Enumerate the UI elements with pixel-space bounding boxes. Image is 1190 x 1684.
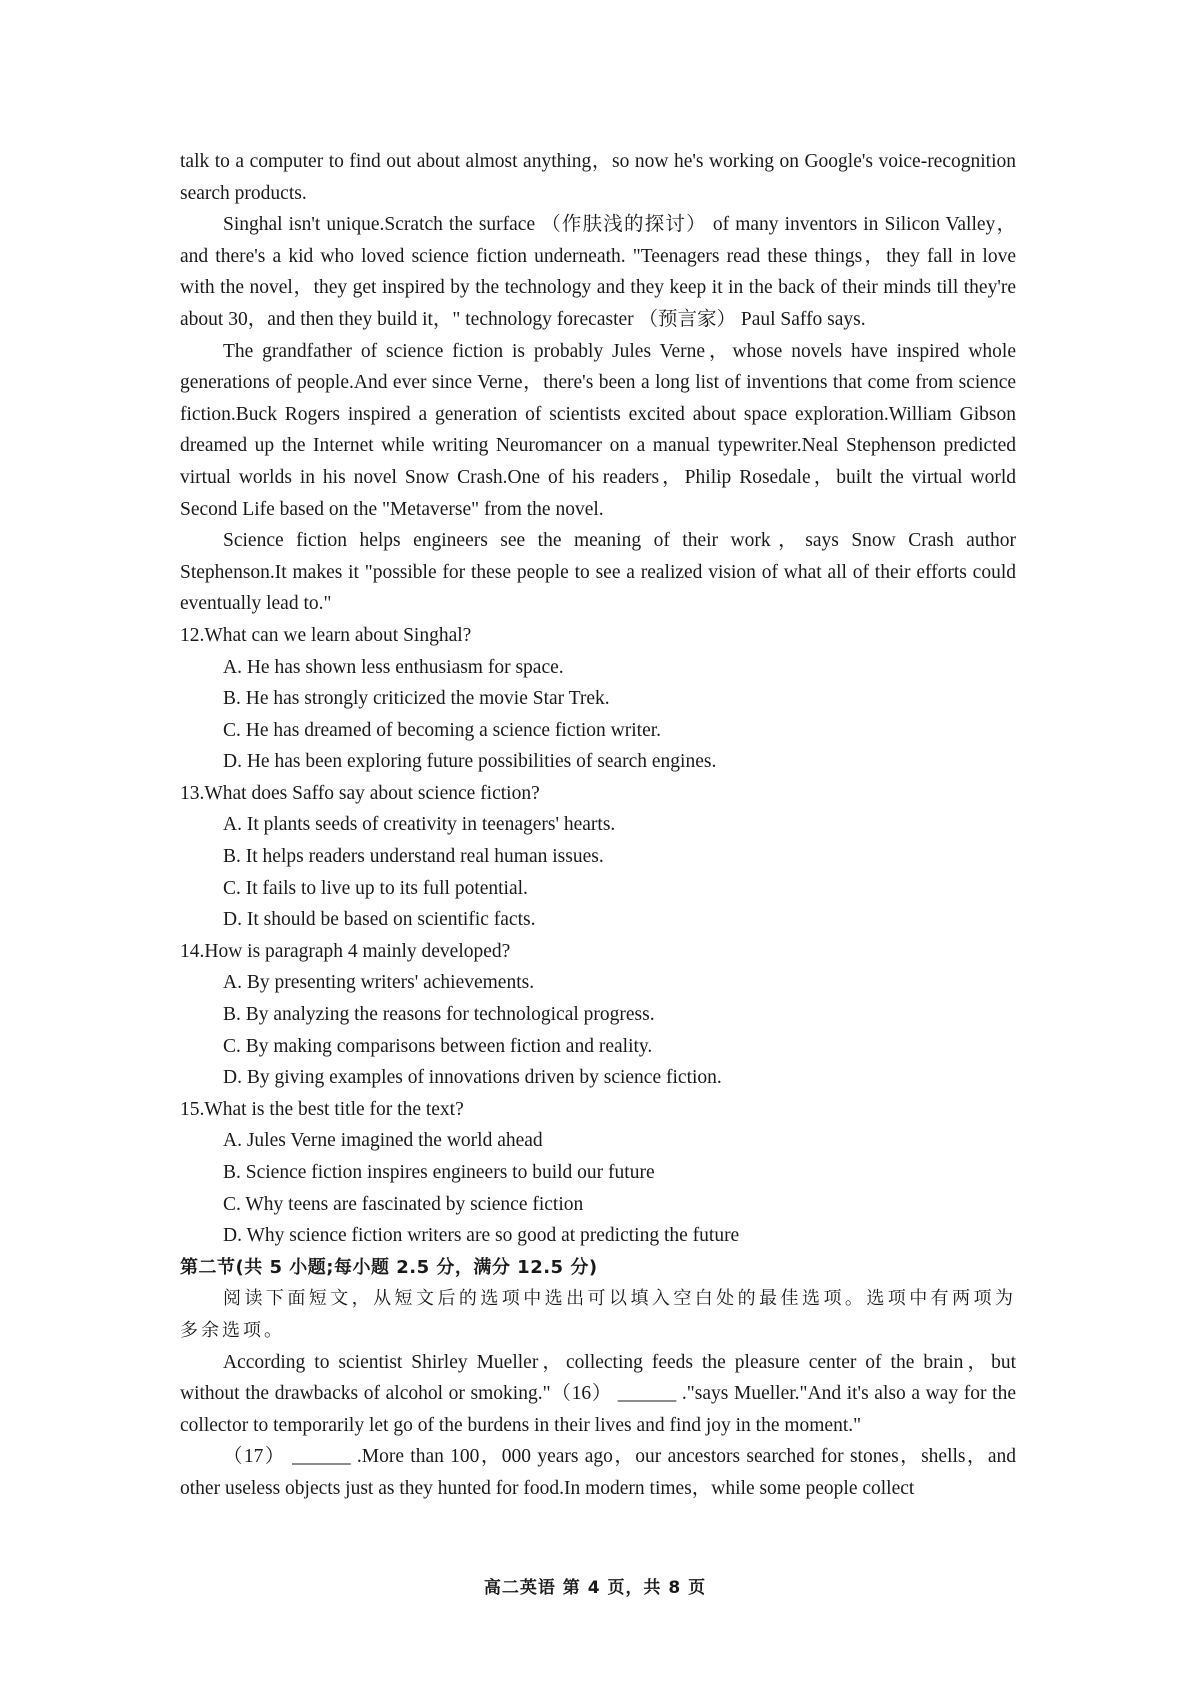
option-list [180,652,1016,778]
question-stem: 12.What can we learn about Singhal? [180,624,472,646]
option-c: C. Why teens are fascinated by science fiction [223,1193,584,1215]
option-list [180,809,1016,935]
option-a: A. Jules Verne imagined the world ahead [223,1130,543,1152]
option-d: D. He has been exploring future possibilities of search engines. [223,751,717,773]
question-14 [180,936,1016,1094]
option-b: B. Science fiction inspires engineers to build our future [223,1162,655,1183]
option-c: C. By making comparisons between fiction and reality. [223,1035,653,1057]
question-13 [180,778,1016,936]
paragraph-stephenson: Science fiction helps engineers see the meaning of their work，says Snow Crash author Stephenson.It makes it "possible for these people to see a realized vision of what all of their efforts could eventually lead to." [180,530,1016,615]
option-list [180,967,1016,1093]
page-footer: 高二英语 第 4 页，共 8 页 [483,1578,707,1598]
option-d: D. It should be based on scientific facts. [223,909,536,931]
page-content [180,146,1016,1505]
question-stem: 14.How is paragraph 4 mainly developed? [180,940,511,962]
paragraph-mueller: According to scientist Shirley Mueller，collecting feeds the pleasure center of the brain，but without the drawbacks of alcohol or smoking."（16） ______ ."says Mueller."And it's also a way for the collector to temporarily let go of the burdens in their lives and find joy in the moment." [180,1351,1016,1436]
option-c: C. It fails to live up to its full potential. [223,877,528,899]
option-a: A. It plants seeds of creativity in teenagers' hearts. [223,814,616,836]
option-c: C. He has dreamed of becoming a science fiction writer. [223,719,662,741]
option-b: B. He has strongly criticized the movie Star Trek. [223,688,610,710]
option-b: B. By analyzing the reasons for technological progress. [223,1004,655,1026]
paragraph-ancestors: （17） ______ .More than 100，000 years ago，our ancestors searched for stones，shells，and other useless objects just as they hunted for food.In modern times，while some people collect [180,1446,1016,1499]
option-a: A. He has shown less enthusiasm for space. [223,656,564,678]
option-d: D. By giving examples of innovations driven by science fiction. [223,1067,722,1089]
question-stem: 15.What is the best title for the text? [180,1098,464,1120]
section-instruction: 阅读下面短文，从短文后的选项中选出可以填入空白处的最佳选项。选项中有两项为多余选项。 [180,1288,1016,1341]
option-a: A. By presenting writers' achievements. [223,972,535,994]
paragraph-continued: talk to a computer to find out about almost anything，so now he's working on Google's voice-recognition search products. [180,151,1016,204]
option-b: B. It helps readers understand real human issues. [223,846,604,868]
paragraph-singhal: Singhal isn't unique.Scratch the surface （作肤浅的探讨） of many inventors in Silicon Valley，and there's a kid who loved science fiction underneath. "Teenagers read these things，they fall in love with the novel，they get inspired by the technology and they keep it in the back of their minds till they're about 30，and then they build it，" technology forecaster （预言家） Paul Saffo says. [180,214,1016,330]
paragraph-verne: The grandfather of science fiction is probably Jules Verne，whose novels have inspired whole generations of people.And ever since Verne，there's been a long list of inventions that come from science fiction.Buck Rogers inspired a generation of scientists excited about space exploration.William Gibson dreamed up the Internet while writing Neuromancer on a manual typewriter.Neal Stephenson predicted virtual worlds in his novel Snow Crash.One of his readers，Philip Rosedale，built the virtual world Second Life based on the "Metaverse" from the novel. [180,340,1016,520]
section-title: 第二节(共 5 小题;每小题 2.5 分，满分 12.5 分) [180,1256,598,1278]
option-d: D. Why science fiction writers are so good at predicting the future [223,1225,740,1247]
question-15 [180,1094,1016,1252]
question-12 [180,620,1016,778]
option-list [180,1125,1016,1251]
question-stem: 13.What does Saffo say about science fiction? [180,782,540,804]
